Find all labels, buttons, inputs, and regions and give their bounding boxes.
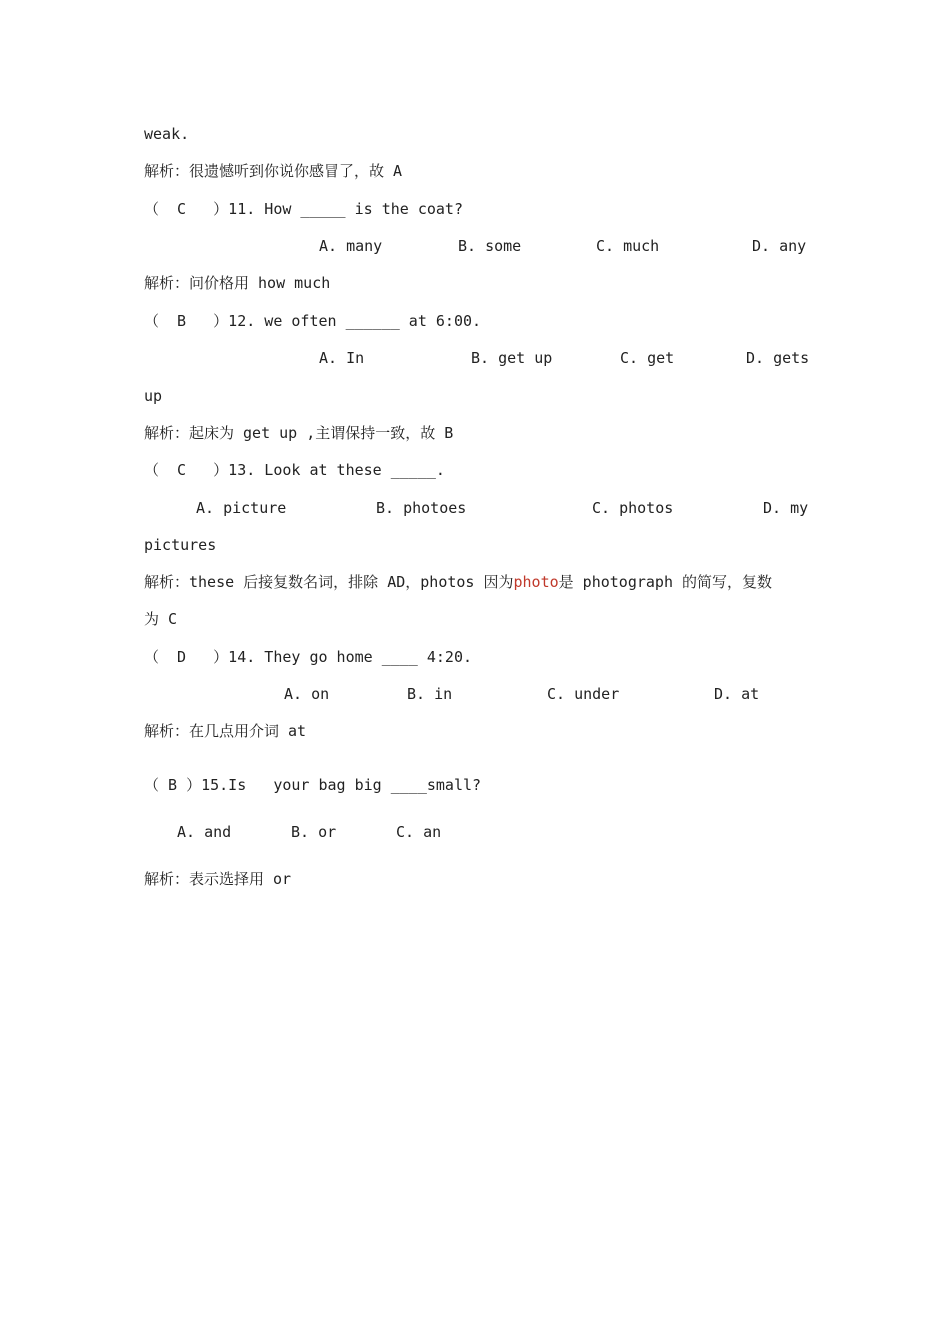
option-b: B. get up bbox=[471, 349, 553, 367]
question-14: （ D ）14. They go home ____ 4:20. bbox=[144, 648, 473, 666]
option-a: A. on bbox=[284, 685, 330, 703]
highlighted-word: photo bbox=[513, 573, 559, 591]
text-line: up bbox=[144, 387, 163, 405]
analysis-text: 解析：these 后接复数名词，排除 AD，photos 因为 bbox=[144, 573, 514, 591]
text-line: 为 C bbox=[144, 610, 178, 628]
option-b: B. or bbox=[291, 823, 337, 841]
analysis-line bbox=[144, 572, 772, 592]
analysis-text: 是 photograph 的简写，复数 bbox=[558, 573, 773, 591]
option-c: C. much bbox=[596, 237, 660, 255]
analysis-line: 解析：起床为 get up ,主谓保持一致，故 B bbox=[144, 424, 454, 442]
analysis-line: 解析：很遗憾听到你说你感冒了，故 A bbox=[144, 162, 403, 180]
question-11: （ C ）11. How _____ is the coat? bbox=[144, 200, 463, 218]
question-12: （ B ）12. we often ______ at 6:00. bbox=[144, 312, 482, 330]
option-b: B. in bbox=[407, 685, 453, 703]
option-c: C. under bbox=[547, 685, 620, 703]
option-d: D. my bbox=[763, 499, 809, 517]
option-d: D. at bbox=[714, 685, 760, 703]
option-c: C. an bbox=[396, 823, 442, 841]
option-b: B. photoes bbox=[376, 499, 467, 517]
question-15: （ B ）15.Is your bag big ____small? bbox=[144, 776, 482, 794]
text-line: weak. bbox=[144, 125, 190, 143]
option-b: B. some bbox=[458, 237, 522, 255]
option-c: C. photos bbox=[592, 499, 674, 517]
option-a: A. In bbox=[319, 349, 365, 367]
text-line: pictures bbox=[144, 536, 217, 554]
question-13: （ C ）13. Look at these _____. bbox=[144, 461, 445, 479]
option-a: A. and bbox=[177, 823, 232, 841]
option-a: A. many bbox=[319, 237, 383, 255]
option-d: D. gets bbox=[746, 349, 810, 367]
analysis-line: 解析：问价格用 how much bbox=[144, 274, 331, 292]
analysis-line: 解析：表示选择用 or bbox=[144, 870, 292, 888]
option-d: D. any bbox=[752, 237, 807, 255]
option-c: C. get bbox=[620, 349, 675, 367]
analysis-line: 解析：在几点用介词 at bbox=[144, 722, 307, 740]
option-a: A. picture bbox=[196, 499, 287, 517]
